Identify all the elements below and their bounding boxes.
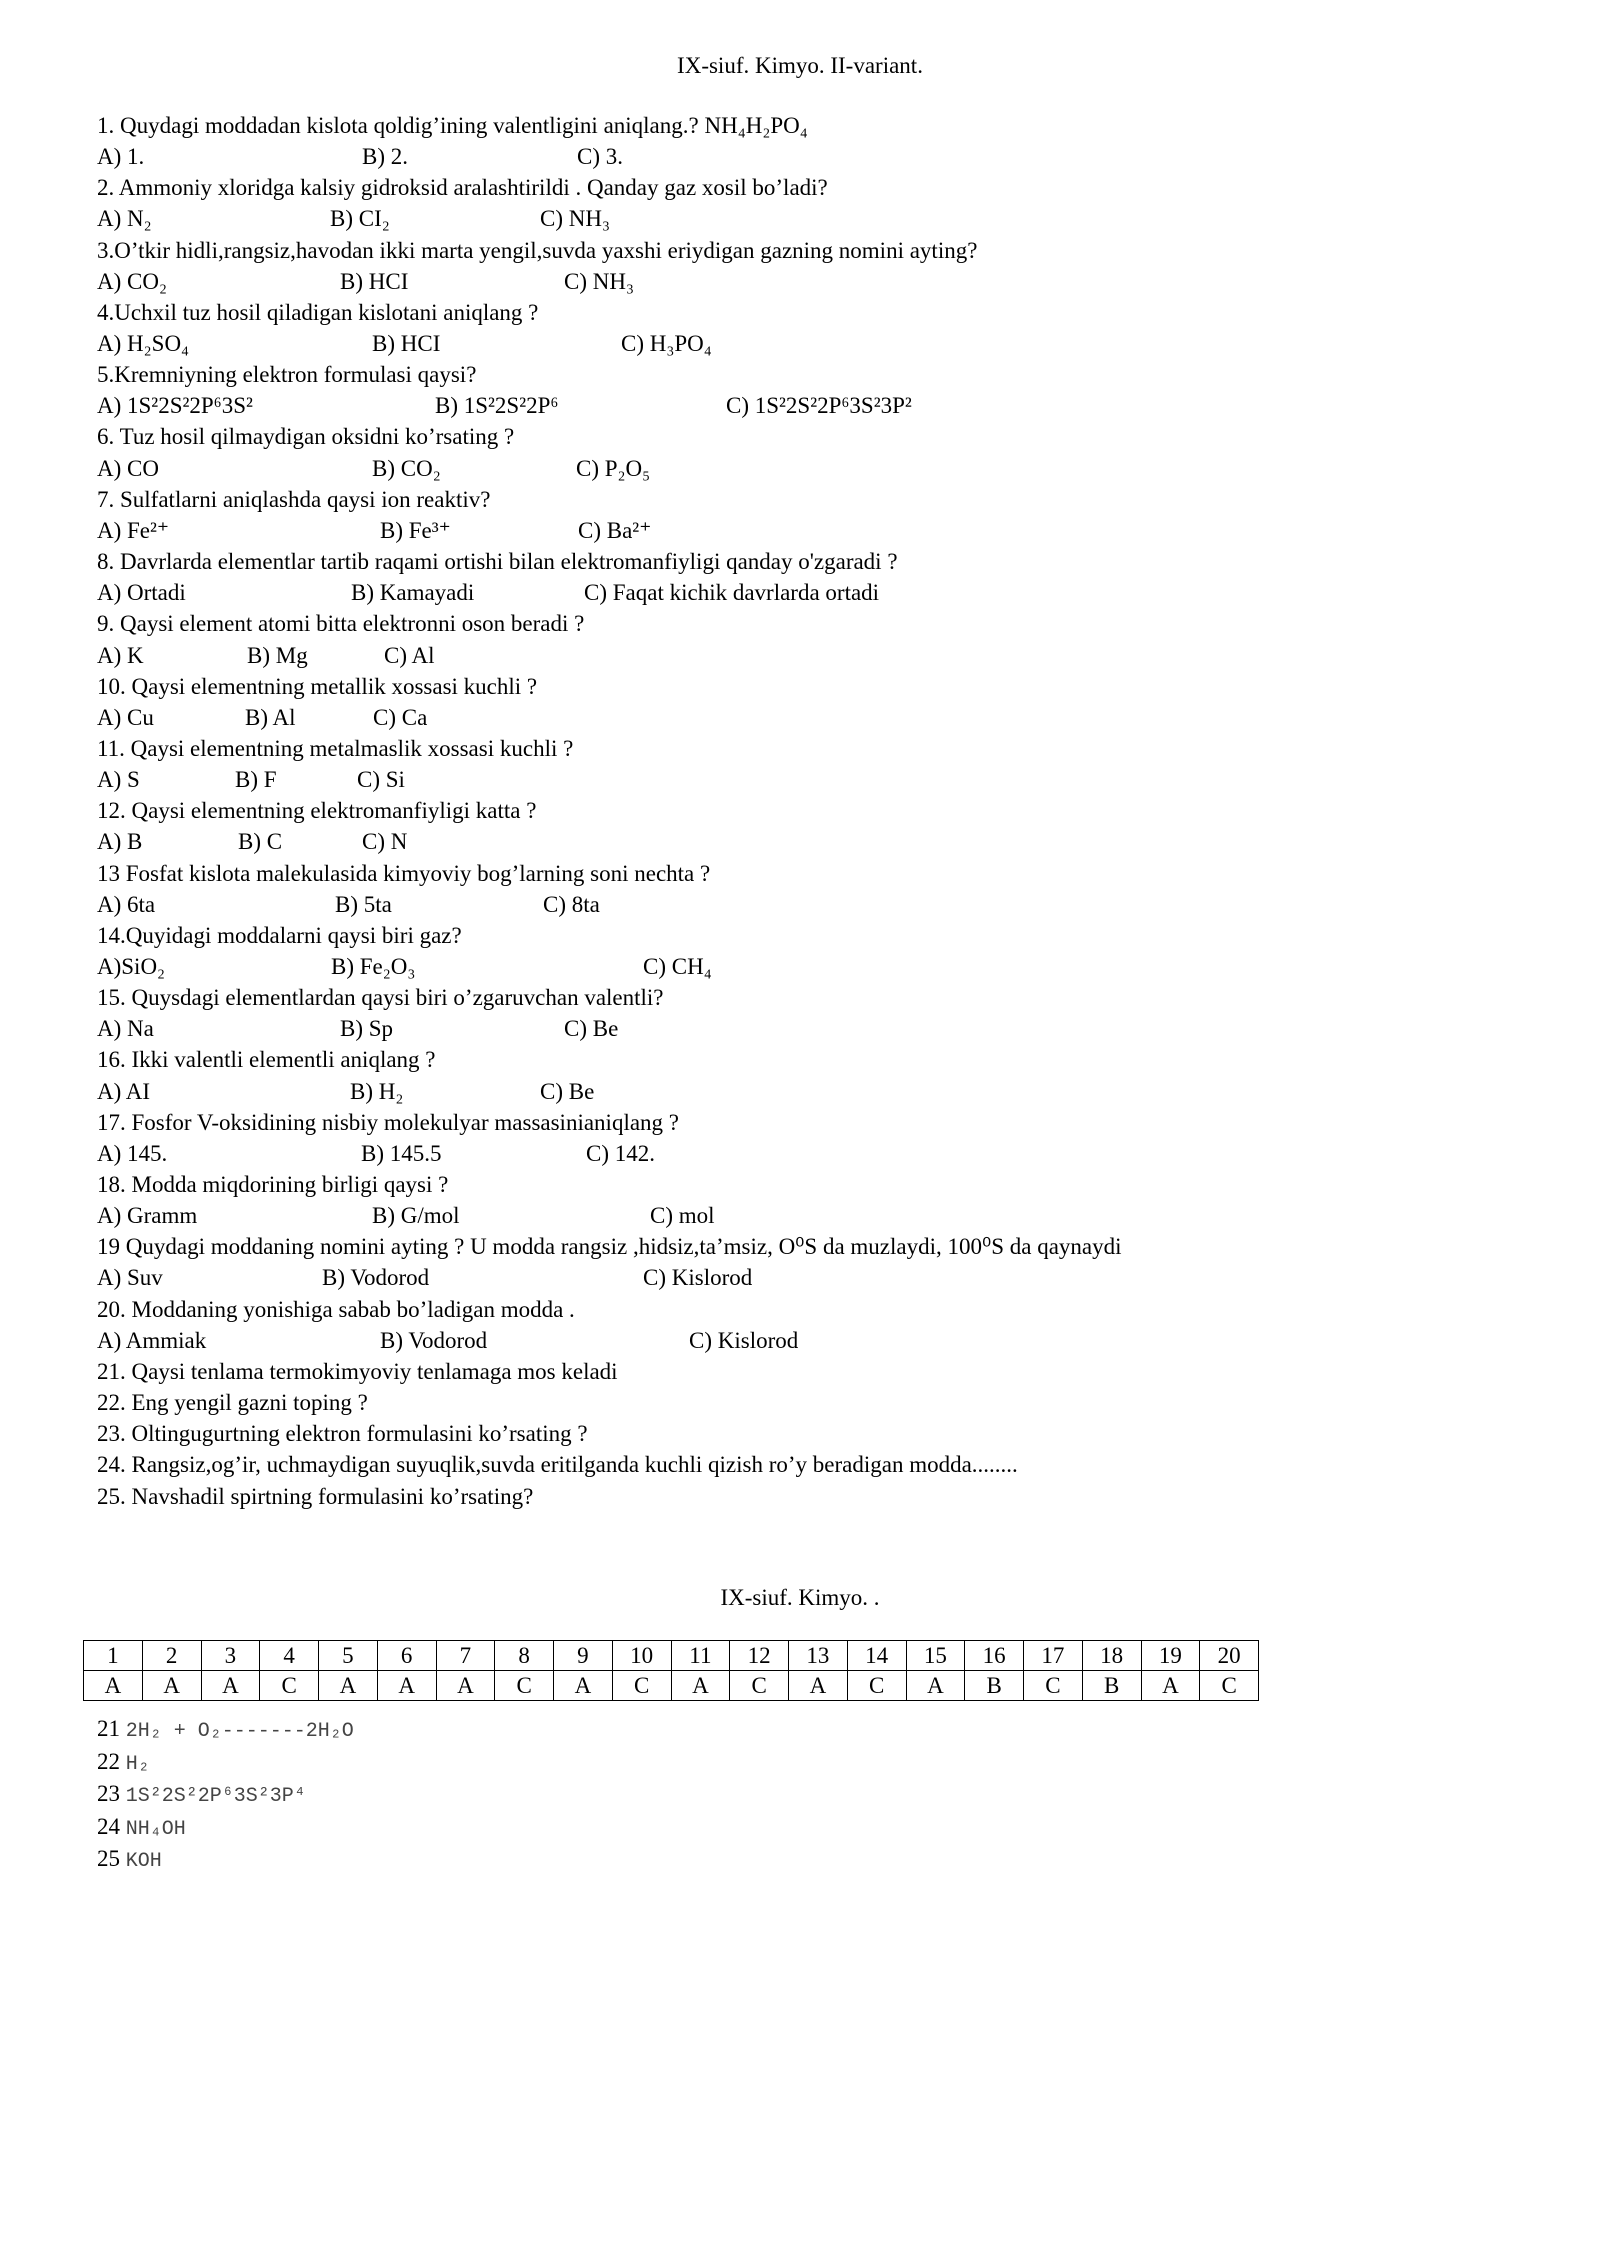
question-text: 19 Quydagi moddaning nomini ayting ? U modda rangsiz ,hidsiz,ta’msiz, O⁰S da muzlaydi, 100⁰S da qaynaydi — [97, 1234, 1122, 1260]
answer-option: C) 1S²2S²2P⁶3S²3P² — [726, 393, 912, 419]
answer-option: A) Ortadi — [97, 580, 186, 606]
question-list — [97, 110, 1517, 1512]
answer-option: A) 1S²2S²2P⁶3S² — [97, 393, 253, 419]
answer-options — [97, 203, 1517, 234]
answer-option: B) Mg — [247, 642, 308, 668]
question-item — [97, 1044, 1517, 1106]
question-text: 17. Fosfor V-oksidining nisbiy molekulyar massasinianiqlang ? — [97, 1109, 679, 1135]
answer-option: C) H₃PO₄ — [621, 331, 712, 357]
answer-options — [97, 1262, 1517, 1293]
key-number-cell: 14 — [847, 1641, 906, 1671]
open-answer-number: 25 — [97, 1846, 120, 1871]
open-answer-row — [97, 1843, 354, 1876]
answer-option: C) Ba²⁺ — [578, 517, 652, 543]
key-answer-cell: A — [142, 1671, 201, 1701]
open-question-item — [97, 1481, 1517, 1512]
key-number-cell: 9 — [554, 1641, 613, 1671]
answer-option: B) G/mol — [372, 1203, 460, 1229]
answer-options — [97, 951, 1517, 982]
answer-option: B) Vodorod — [322, 1265, 430, 1291]
answer-option: B) 2. — [362, 144, 408, 170]
answer-option: A) 1. — [97, 144, 145, 170]
question-text: 25. Navshadil spirtning formulasini ko’rsating? — [97, 1483, 534, 1509]
question-text: 15. Quysdagi elementlardan qaysi biri o’zgaruvchan valentli? — [97, 985, 664, 1011]
key-number-cell: 13 — [789, 1641, 848, 1671]
answer-option: B) CI₂ — [330, 206, 390, 232]
key-answer-cell: C — [495, 1671, 554, 1701]
answer-options — [97, 266, 1517, 297]
key-answer-cell: C — [847, 1671, 906, 1701]
question-item — [97, 484, 1517, 546]
key-answer-cell: A — [201, 1671, 260, 1701]
key-answer-cell: A — [436, 1671, 495, 1701]
question-text: 8. Davrlarda elementlar tartib raqami ortishi bilan elektromanfiyligi qanday o'zgaradi ? — [97, 549, 898, 575]
answer-options — [97, 764, 1517, 795]
open-answer-text: 2H₂ + O₂-------2H₂O — [125, 1720, 354, 1743]
answer-option: A)SiO₂ — [97, 954, 166, 979]
answer-options — [97, 1076, 1517, 1107]
open-answer-text: H₂ — [125, 1752, 150, 1776]
key-number-cell: 1 — [84, 1641, 143, 1671]
key-answer-cell: A — [554, 1671, 613, 1701]
answer-option: A) Gramm — [97, 1203, 198, 1229]
key-number-cell: 2 — [142, 1641, 201, 1671]
key-number-cell: 5 — [319, 1641, 378, 1671]
question-item — [97, 546, 1517, 608]
answer-option: A) Fe²⁺ — [97, 517, 170, 543]
key-answer-cell: A — [1141, 1671, 1200, 1701]
answer-option: C) 3. — [577, 144, 623, 170]
open-answer-number: 24 — [97, 1813, 120, 1839]
key-answer-cell: B — [965, 1671, 1024, 1701]
answer-key-numbers-row — [84, 1641, 1259, 1671]
answer-option: B) C — [238, 829, 283, 855]
question-item — [97, 858, 1517, 920]
answer-options — [97, 1138, 1517, 1169]
key-number-cell: 20 — [1200, 1641, 1259, 1671]
answer-option: B) HCI — [340, 268, 409, 294]
key-answer-cell: A — [789, 1671, 848, 1701]
question-item — [97, 671, 1517, 733]
question-item — [97, 982, 1517, 1044]
answer-option: A) CO — [97, 455, 159, 481]
question-text: 22. Eng yengil gazni toping ? — [97, 1390, 368, 1416]
key-answer-cell: C — [612, 1671, 671, 1701]
key-number-cell: 15 — [906, 1641, 965, 1671]
answer-key-title: IX-siuf. Kimyo. . — [720, 1585, 880, 1610]
question-item — [97, 359, 1517, 421]
question-item — [97, 1169, 1517, 1231]
answer-option: C) mol — [650, 1203, 715, 1229]
answer-option: B) 145.5 — [361, 1140, 442, 1166]
question-item — [97, 608, 1517, 670]
answer-option: C) NH₃ — [564, 268, 634, 294]
question-text: 18. Modda miqdorining birligi qaysi ? — [97, 1172, 449, 1198]
key-number-cell: 8 — [495, 1641, 554, 1671]
answer-option: A) S — [97, 767, 140, 793]
answer-option: B) HCI — [372, 331, 441, 357]
open-question-item — [97, 1356, 1517, 1387]
answer-options — [97, 141, 1517, 172]
key-number-cell: 11 — [671, 1641, 730, 1671]
open-answer-number: 22 — [97, 1748, 120, 1774]
key-answer-cell: C — [1024, 1671, 1083, 1701]
answer-option: C) NH₃ — [540, 206, 610, 232]
key-number-cell: 12 — [730, 1641, 789, 1671]
question-text: 1. Quydagi moddadan kislota qoldig’ining valentligini aniqlang.? NH₄H₂PO₄ — [97, 113, 808, 138]
key-answer-cell: A — [319, 1671, 378, 1701]
answer-option: A) Cu — [97, 704, 154, 730]
question-text: 10. Qaysi elementning metallik xossasi kuchli ? — [97, 673, 538, 699]
question-item — [97, 421, 1517, 483]
answer-option: C) Faqat kichik davrlarda ortadi — [584, 580, 880, 606]
open-answers-list — [97, 1713, 354, 1876]
answer-options — [97, 1200, 1517, 1231]
answer-option: B) Fe₂O₃ — [331, 954, 416, 979]
answer-option: B) Vodorod — [380, 1327, 488, 1353]
answer-options — [97, 1325, 1517, 1356]
answer-option: C) CH₄ — [643, 954, 712, 979]
open-question-item — [97, 1387, 1517, 1418]
key-number-cell: 18 — [1082, 1641, 1141, 1671]
question-text: 9. Qaysi element atomi bitta elektronni oson beradi ? — [97, 611, 585, 637]
question-text: 6. Tuz hosil qilmaydigan oksidni ko’rsating ? — [97, 424, 515, 450]
answer-option: A) Ammiak — [97, 1327, 207, 1353]
question-item — [97, 297, 1517, 359]
key-answer-cell: A — [671, 1671, 730, 1701]
answer-option: B) H₂ — [350, 1078, 404, 1104]
question-item — [97, 172, 1517, 234]
answer-option: B) Al — [245, 704, 296, 730]
question-text: 13 Fosfat kislota malekulasida kimyoviy bog’larning soni nechta ? — [97, 860, 711, 886]
answer-option: A) K — [97, 642, 144, 668]
answer-option: C) P₂O₅ — [576, 455, 651, 481]
question-text: 12. Qaysi elementning elektromanfiyligi katta ? — [97, 798, 537, 824]
question-item — [97, 235, 1517, 297]
answer-option: A) 145. — [97, 1140, 168, 1166]
question-item — [97, 1294, 1517, 1356]
key-answer-cell: C — [1200, 1671, 1259, 1701]
key-number-cell: 7 — [436, 1641, 495, 1671]
question-item — [97, 1107, 1517, 1169]
answer-option: B) CO₂ — [372, 455, 441, 481]
question-item — [97, 1231, 1517, 1293]
key-answer-cell: A — [906, 1671, 965, 1701]
question-item — [97, 733, 1517, 795]
answer-options — [97, 640, 1517, 671]
answer-option: A) 6ta — [97, 891, 156, 917]
open-answer-row — [97, 1713, 354, 1746]
answer-option: C) Kislorod — [643, 1265, 753, 1291]
answer-key-letters-row — [84, 1671, 1259, 1701]
answer-options — [97, 889, 1517, 920]
answer-options — [97, 1013, 1517, 1044]
answer-option: B) 5ta — [335, 891, 392, 917]
key-answer-cell: C — [730, 1671, 789, 1701]
question-text: 23. Oltingugurtning elektron formulasini ko’rsating ? — [97, 1421, 588, 1447]
answer-option: B) 1S²2S²2P⁶ — [435, 393, 559, 419]
key-number-cell: 6 — [377, 1641, 436, 1671]
question-text: 11. Qaysi elementning metalmaslik xossasi kuchli ? — [97, 735, 574, 761]
answer-option: C) 8ta — [543, 891, 600, 917]
key-number-cell: 17 — [1024, 1641, 1083, 1671]
open-answer-number: 23 — [97, 1781, 120, 1806]
key-answer-cell: A — [84, 1671, 143, 1701]
key-answer-cell: C — [260, 1671, 319, 1701]
answer-options — [97, 577, 1517, 608]
open-answer-number: 21 — [97, 1716, 120, 1741]
question-text: 7. Sulfatlarni aniqlashda qaysi ion reaktiv? — [97, 486, 491, 512]
question-text: 21. Qaysi tenlama termokimyoviy tenlamaga mos keladi — [97, 1358, 618, 1384]
question-text: 20. Moddaning yonishiga sabab bo’ladigan modda . — [97, 1296, 575, 1322]
answer-option: C) Be — [540, 1078, 595, 1104]
answer-option: A) Na — [97, 1016, 154, 1042]
open-question-item — [97, 1418, 1517, 1449]
page-title: IX-siuf. Kimyo. II-variant. — [677, 53, 923, 78]
answer-options — [97, 453, 1517, 484]
answer-options — [97, 515, 1517, 546]
question-text: 3.O’tkir hidli,rangsiz,havodan ikki marta yengil,suvda yaxshi eriydigan gazning nomini ayting? — [97, 237, 978, 263]
answer-option: C) Si — [357, 767, 405, 793]
answer-option: B) Fe³⁺ — [380, 517, 451, 543]
answer-option: B) Sp — [340, 1016, 394, 1042]
question-item — [97, 920, 1517, 982]
open-answer-text: NH₄OH — [125, 1817, 186, 1841]
key-number-cell: 4 — [260, 1641, 319, 1671]
answer-option: B) F — [235, 767, 277, 793]
key-number-cell: 16 — [965, 1641, 1024, 1671]
question-item — [97, 795, 1517, 857]
open-answer-row — [97, 1811, 354, 1844]
key-answer-cell: B — [1082, 1671, 1141, 1701]
answer-options — [97, 702, 1517, 733]
answer-option: C) 142. — [586, 1140, 655, 1166]
key-answer-cell: A — [377, 1671, 436, 1701]
open-answer-text: KOH — [125, 1850, 162, 1873]
answer-option: A) AI — [97, 1078, 151, 1104]
answer-option: C) Kislorod — [689, 1327, 799, 1353]
question-text: 14.Quyidagi moddalarni qaysi biri gaz? — [97, 922, 462, 948]
answer-option: A) H₂SO₄ — [97, 331, 190, 357]
key-number-cell: 3 — [201, 1641, 260, 1671]
answer-option: C) N — [362, 829, 408, 855]
answer-option: C) Al — [384, 642, 435, 668]
answer-option: C) Be — [564, 1016, 619, 1042]
answer-option: B) Kamayadi — [351, 580, 475, 606]
open-answer-row — [97, 1746, 354, 1779]
open-question-item — [97, 1449, 1517, 1480]
answer-key-table — [83, 1640, 1259, 1701]
answer-options — [97, 328, 1517, 359]
key-number-cell: 10 — [612, 1641, 671, 1671]
question-item — [97, 110, 1517, 172]
question-text: 16. Ikki valentli elementli aniqlang ? — [97, 1047, 436, 1073]
question-text: 2. Ammoniy xloridga kalsiy gidroksid aralashtirildi . Qanday gaz xosil bo’ladi? — [97, 175, 828, 201]
answer-option: A) Suv — [97, 1265, 163, 1291]
question-text: 4.Uchxil tuz hosil qiladigan kislotani aniqlang ? — [97, 299, 539, 325]
answer-option: A) N₂ — [97, 206, 152, 232]
answer-option: A) B — [97, 829, 143, 855]
answer-option: A) CO₂ — [97, 268, 167, 294]
open-answer-row — [97, 1778, 354, 1811]
answer-options — [97, 390, 1517, 421]
answer-options — [97, 826, 1517, 857]
question-text: 24. Rangsiz,og’ir, uchmaydigan suyuqlik,suvda eritilganda kuchli qizish ro’y beradigan modda........ — [97, 1452, 1018, 1478]
open-answer-text: 1S²2S²2P⁶3S²3P⁴ — [125, 1785, 306, 1808]
key-number-cell: 19 — [1141, 1641, 1200, 1671]
answer-option: C) Ca — [373, 704, 428, 730]
question-text: 5.Kremniyning elektron formulasi qaysi? — [97, 362, 477, 388]
